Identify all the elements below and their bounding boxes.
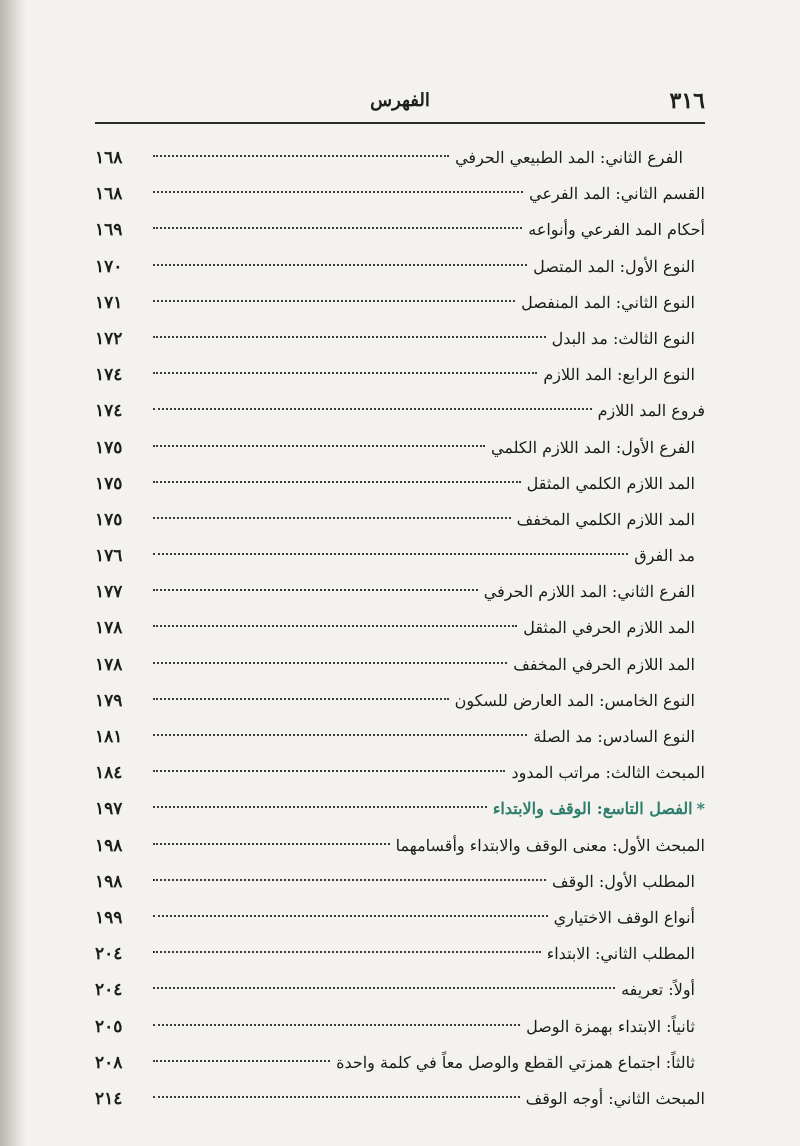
toc-entry-title xyxy=(484,574,705,610)
toc-page-number: ١٩٩ xyxy=(95,907,123,928)
toc-entry-title xyxy=(526,1081,705,1117)
toc-page-number: ٢٠٨ xyxy=(95,1052,123,1073)
toc-page-number: ١٦٩ xyxy=(95,220,123,241)
toc-entry-text: المد اللازم الكلمي المخفف xyxy=(516,509,695,529)
toc-entry-text: المبحث الثالث: مراتب المدود xyxy=(511,763,705,783)
toc-chapter-entry xyxy=(95,791,705,827)
toc-entry-title xyxy=(455,683,705,719)
toc-entry xyxy=(95,610,705,646)
running-title: الفهرس xyxy=(370,90,430,111)
dot-leader xyxy=(153,951,541,953)
toc-entry-text: أنواع الوقف الاختياري xyxy=(553,907,695,927)
toc-entry-text: النوع الثالث: مد البدل xyxy=(551,328,695,348)
toc-entry-text: الفرع الثاني: المد اللازم الحرفي xyxy=(483,582,695,602)
toc-entry-text: القسم الثاني: المد الفرعي xyxy=(529,184,705,204)
toc-page-number: ١٧٥ xyxy=(95,437,123,458)
toc-entry xyxy=(95,212,705,248)
dot-leader xyxy=(153,1024,520,1026)
toc-page-number: ١٩٧ xyxy=(95,799,123,820)
toc-entry xyxy=(95,502,705,538)
toc-page-number: ١٧٨ xyxy=(95,618,123,639)
toc-entry xyxy=(95,321,705,357)
toc-entry-text: الفصل التاسع: الوقف والابتداء xyxy=(492,799,693,819)
toc-entry-text: المد اللازم الحرفي المثقل xyxy=(523,618,695,638)
toc-entry-title xyxy=(621,972,705,1008)
dot-leader xyxy=(153,553,628,555)
dot-leader xyxy=(153,806,487,808)
toc-entry-text: ثالثاً: اجتماع همزتي القطع والوصل معاً في كلمة واحدة xyxy=(336,1052,695,1072)
dot-leader xyxy=(153,1096,520,1098)
toc-page-number: ١٧١ xyxy=(95,292,123,313)
toc-page-number: ١٨١ xyxy=(95,727,123,747)
toc-entry xyxy=(95,574,705,610)
page-number: ٣١٦ xyxy=(669,88,705,114)
toc-entry-text: فروع المد اللازم xyxy=(597,401,705,421)
dot-leader xyxy=(153,517,511,519)
toc-page-number: ٢٠٤ xyxy=(95,980,123,1001)
dot-leader xyxy=(153,987,615,989)
dot-leader xyxy=(153,227,522,229)
dot-leader xyxy=(153,481,521,483)
toc-entry-text: النوع السادس: مد الصلة xyxy=(533,727,695,746)
toc-page-number: ٢٠٥ xyxy=(95,1016,123,1037)
dot-leader xyxy=(153,843,390,845)
toc-entry xyxy=(95,1081,705,1117)
toc-entry-text: المبحث الأول: معنى الوقف والابتداء وأقسامهما xyxy=(395,835,705,855)
toc-entry-text: أولاً: تعريفه xyxy=(621,980,695,1000)
dot-leader xyxy=(153,770,505,772)
toc-page-number: ١٨٤ xyxy=(95,763,123,784)
toc-entry-text: النوع الأول: المد المتصل xyxy=(533,256,695,276)
toc-entry-title xyxy=(336,1045,705,1081)
toc-entry xyxy=(95,538,705,574)
toc-entry-text: النوع الثاني: المد المنفصل xyxy=(521,292,695,312)
toc-entry xyxy=(95,719,705,755)
toc-entry-text: النوع الخامس: المد العارض للسكون xyxy=(454,690,695,710)
toc-entry-text: ثانياً: الابتداء بهمزة الوصل xyxy=(526,1016,695,1036)
toc-entry-title xyxy=(513,647,705,683)
toc-entry-title xyxy=(493,791,705,827)
dot-leader xyxy=(153,915,548,917)
dot-leader xyxy=(153,589,478,591)
toc-entry-title xyxy=(552,321,705,357)
toc-page-number: ١٧٤ xyxy=(95,365,123,386)
toc-entry-title xyxy=(526,1009,705,1045)
toc-entry-text: المطلب الثاني: الابتداء xyxy=(546,944,695,964)
toc-entry-text: المطلب الأول: الوقف xyxy=(552,871,695,891)
toc-entry-title xyxy=(527,466,705,502)
toc-entry-title xyxy=(533,719,705,755)
toc-entry xyxy=(95,828,705,864)
toc-page-number: ١٧٠ xyxy=(95,256,123,277)
toc-page-number: ١٧٢ xyxy=(95,328,123,349)
binding-gutter xyxy=(0,0,26,1146)
toc-entry-title xyxy=(521,285,705,321)
toc-page-number: ١٧٨ xyxy=(95,654,123,675)
toc-page-number: ١٧٥ xyxy=(95,509,123,530)
toc-entry-title xyxy=(547,936,705,972)
toc-entry-title xyxy=(396,828,705,864)
dot-leader xyxy=(153,372,537,374)
toc-entry-text: أحكام المد الفرعي وأنواعه xyxy=(528,220,705,240)
toc-entry-title xyxy=(528,212,705,248)
dot-leader xyxy=(153,625,517,627)
dot-leader xyxy=(153,191,523,193)
dot-leader xyxy=(153,879,546,881)
page-header xyxy=(95,88,705,124)
toc-page-number: ١٧٧ xyxy=(95,582,123,603)
toc-entry xyxy=(95,683,705,719)
toc-entry-title xyxy=(511,755,705,791)
dot-leader xyxy=(153,408,592,410)
toc-page-number: ١٧٤ xyxy=(95,401,123,422)
toc-entry xyxy=(95,1045,705,1081)
toc-entry-text: الفرع الثاني: المد الطبيعي الحرفي xyxy=(455,148,683,167)
dot-leader xyxy=(153,155,449,157)
chapter-bullet: * xyxy=(696,799,705,819)
toc-page-number: ١٧٦ xyxy=(95,546,123,567)
toc-entry-text: المد اللازم الحرفي المخفف xyxy=(513,654,695,674)
toc-entry-text: المبحث الثاني: أوجه الوقف xyxy=(525,1088,705,1108)
dot-leader xyxy=(153,300,515,302)
toc-page-number: ١٧٩ xyxy=(95,690,123,711)
toc-entry-title xyxy=(529,176,705,212)
toc-entry xyxy=(95,176,705,212)
toc-entry xyxy=(95,357,705,393)
toc-page-number: ١٩٨ xyxy=(95,871,123,892)
toc-entry-title xyxy=(455,140,705,176)
toc-page-number: ١٦٨ xyxy=(95,184,123,205)
toc-entry-text: النوع الرابع: المد اللازم xyxy=(543,365,695,385)
toc-entry-title xyxy=(491,430,705,466)
dot-leader xyxy=(153,734,527,736)
toc-entry xyxy=(95,900,705,936)
toc-entry xyxy=(95,1009,705,1045)
dot-leader xyxy=(153,698,449,700)
toc-entry-title xyxy=(552,864,705,900)
dot-leader xyxy=(153,1060,330,1062)
toc-entry xyxy=(95,936,705,972)
toc-entry xyxy=(95,140,705,176)
toc-entry-title xyxy=(554,900,705,936)
toc-entry xyxy=(95,393,705,429)
toc-entry-title xyxy=(634,538,705,574)
toc-entry xyxy=(95,864,705,900)
toc-entry xyxy=(95,755,705,791)
toc-entry-title xyxy=(598,393,705,429)
toc-entry-text: مد الفرق xyxy=(634,546,695,566)
toc-entry-text: الفرع الأول: المد اللازم الكلمي xyxy=(491,437,695,457)
dot-leader xyxy=(153,264,527,266)
toc-entry xyxy=(95,430,705,466)
table-of-contents xyxy=(95,140,705,1117)
toc-page-number: ٢٠٤ xyxy=(95,944,123,965)
toc-entry xyxy=(95,285,705,321)
toc-page-number: ١٩٨ xyxy=(95,835,123,856)
toc-entry-title xyxy=(523,610,705,646)
toc-entry-title xyxy=(533,249,705,285)
toc-entry xyxy=(95,249,705,285)
toc-entry xyxy=(95,647,705,683)
toc-entry-title xyxy=(517,502,705,538)
toc-page-number: ١٦٨ xyxy=(95,148,123,168)
dot-leader xyxy=(153,445,485,447)
toc-entry xyxy=(95,466,705,502)
dot-leader xyxy=(153,662,507,664)
toc-entry-title xyxy=(543,357,705,393)
toc-entry xyxy=(95,972,705,1008)
dot-leader xyxy=(153,336,546,338)
toc-page-number: ٢١٤ xyxy=(95,1088,123,1109)
toc-page-number: ١٧٥ xyxy=(95,473,123,494)
toc-entry-text: المد اللازم الكلمي المثقل xyxy=(526,473,695,493)
